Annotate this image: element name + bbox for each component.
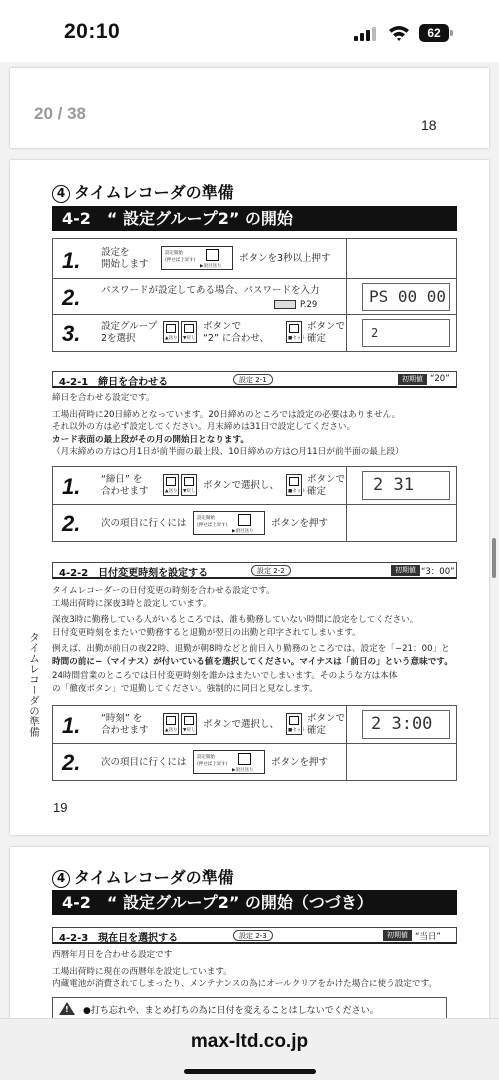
subsection-steps-table [52, 466, 457, 542]
setting-start-button-image: 設定開始 (押せば上昇す) ▶項目送り [193, 511, 265, 535]
section-title: 4 タイムレコーダの準備 [52, 180, 234, 203]
setting-start-button-image: 設定開始 (押せば上昇す) ▶項目送り [193, 750, 265, 774]
next-page[interactable] [10, 847, 489, 1027]
down-key-image: ▼戻し [181, 321, 197, 343]
manual-book-icon [274, 300, 296, 309]
section-title: 4 タイムレコーダの準備 [52, 865, 234, 888]
browser-url-bar[interactable] [0, 1018, 499, 1080]
warning-icon [59, 1002, 75, 1015]
step-row: 1. “締日” を 合わせます ▲送り ▼戻し ボタンで選択し、 ■セット ボタンで 確定 2 31 [53, 467, 456, 505]
section-number: 4 [52, 870, 70, 888]
up-key-image: ▲送り [163, 474, 179, 496]
set-key-image: ■セット [286, 321, 302, 343]
lcd-display: 2 31 [362, 471, 450, 500]
initial-value: “20” [430, 374, 450, 384]
down-key-image: ▼戻し [181, 474, 197, 496]
setting-tag: 設定 2-3 [233, 930, 273, 941]
subsection-steps-table [52, 705, 457, 781]
lcd-display: 2 3:00 [362, 710, 450, 739]
step-row: 2. 次の項目に行くには 設定開始 (押せば上昇す) ▶項目送り ボタンを押す [53, 744, 456, 781]
initial-value-label: 初期値 [383, 930, 412, 941]
page-counter: 20 / 38 [34, 104, 86, 123]
step-row: 1. 設定を 開始します 設定開始 (押せば上昇す) ▶項目送り ボタンを3秒以上押す [53, 239, 456, 279]
step-row: 2. パスワードが設定してある場合、パスワードを入力 P.29 PS 00 00 [53, 279, 456, 315]
step-row: 2. 次の項目に行くには 設定開始 (押せば上昇す) ▶項目送り ボタンを押す [53, 505, 456, 542]
initial-value: “当日” [415, 932, 441, 942]
scrollbar-thumb[interactable] [492, 538, 496, 578]
step-row: 3. 設定グループ 2を選択 ▲送り ▼戻し ボタンで “2” に合わせ、 ■セット ボタンで 確定 2 [53, 315, 456, 352]
previous-page[interactable] [10, 68, 489, 148]
home-indicator[interactable] [184, 1069, 316, 1074]
group-title-bar: 4-2 “ 設定グループ2” の開始 [52, 206, 457, 231]
initial-value-label: 初期値 [391, 565, 420, 576]
wifi-icon [388, 24, 410, 42]
url-text[interactable]: max-ltd.co.jp [190, 1031, 309, 1052]
battery-icon [419, 24, 453, 42]
warning-text: ●打ち忘れや、まとめ打ちの為に日付を変えることはしないでください。 [83, 1006, 379, 1016]
setting-start-button-image: 設定開始 (押せば上昇す) ▶項目送り [161, 246, 233, 270]
group-steps-table [52, 238, 457, 352]
subsection-body: 締日を合わせる設定です。 工場出荷時に20日締めとなっています。20日締めのところでは設定の必要はありません。 それ以外の方は必ず設定してください。月末締めは31日で設定してください。 カード表面の最上段がその月の開始日となります。 （月末締めの方は○月1日が前半面の最上段、10日締めの方は○月11日が前半面の最上段） [52, 393, 404, 457]
section-number: 4 [52, 185, 70, 203]
page-number: 19 [53, 800, 68, 815]
subsection-header: 4-2-1 締日を合わせる 設定 2-1 初期値 “20” [52, 371, 457, 388]
subsection-body: 西暦年月日を合わせる設定です 工場出荷時に現在の西暦年を設定しています。 内蔵電池が消費されてしまったり、メンテナンスの為にオールクリアをかけた場合に使う設定です。 [52, 950, 438, 989]
up-key-image: ▲送り [163, 713, 179, 735]
subsection-header: 4-2-3 現在日を選択する 設定 2-3 初期値 “当日” [52, 927, 457, 944]
previous-page-number: 18 [421, 117, 437, 133]
side-chapter-label: タイムレコーダの準備 [28, 632, 40, 737]
set-key-image: ■セット [286, 713, 302, 735]
subsection-header: 4-2-2 日付変更時刻を設定する 設定 2-2 初期値 “3：00” [52, 562, 457, 579]
lcd-display: 2 [362, 319, 450, 347]
group-title-bar: 4-2 “ 設定グループ2” の開始（つづき） [52, 890, 457, 915]
setting-tag: 設定 2-1 [233, 374, 273, 385]
current-page[interactable] [10, 160, 489, 835]
lcd-display: PS 00 00 [362, 283, 450, 311]
battery-level: 62 [419, 24, 449, 42]
down-key-image: ▼戻し [181, 713, 197, 735]
setting-tag: 設定 2-2 [251, 565, 291, 576]
set-key-image: ■セット [286, 474, 302, 496]
status-bar [0, 0, 499, 62]
step-row: 1. “時刻” を 合わせます ▲送り ▼戻し ボタンで選択し、 ■セット ボタンで 確定 2 3:00 [53, 706, 456, 744]
initial-value-label: 初期値 [398, 374, 427, 385]
cellular-signal-icon [354, 27, 376, 41]
up-key-image: ▲送り [163, 321, 179, 343]
status-time: 20:10 [64, 20, 121, 43]
initial-value: “3：00” [421, 567, 455, 577]
subsection-body: タイムレコーダーの日付変更の時刻を合わせる設定です。 工場出荷時に深夜3時と設定しています。 深夜3時に勤務している人がいるところでは、誰も勤務していない時間に設定をしてください。 日付変更時刻をまたいで勤務すると退勤が翌日の出勤と印字されてしまいます。 例えば、出勤が前日の夜22時、退勤が朝8時などと前日入り勤務のところでは、設定を「−21：00」と 時間の前に−（マイナス）が付いている値を選択してください。マイナスは「前日の」という意味です。 24時間営業のところでは日付変更時刻を誰かはまたいでしまいます。そのような方は本体 の「徹夜ボタン」で退勤してください。強制的に同日と見なします。 [52, 586, 453, 694]
